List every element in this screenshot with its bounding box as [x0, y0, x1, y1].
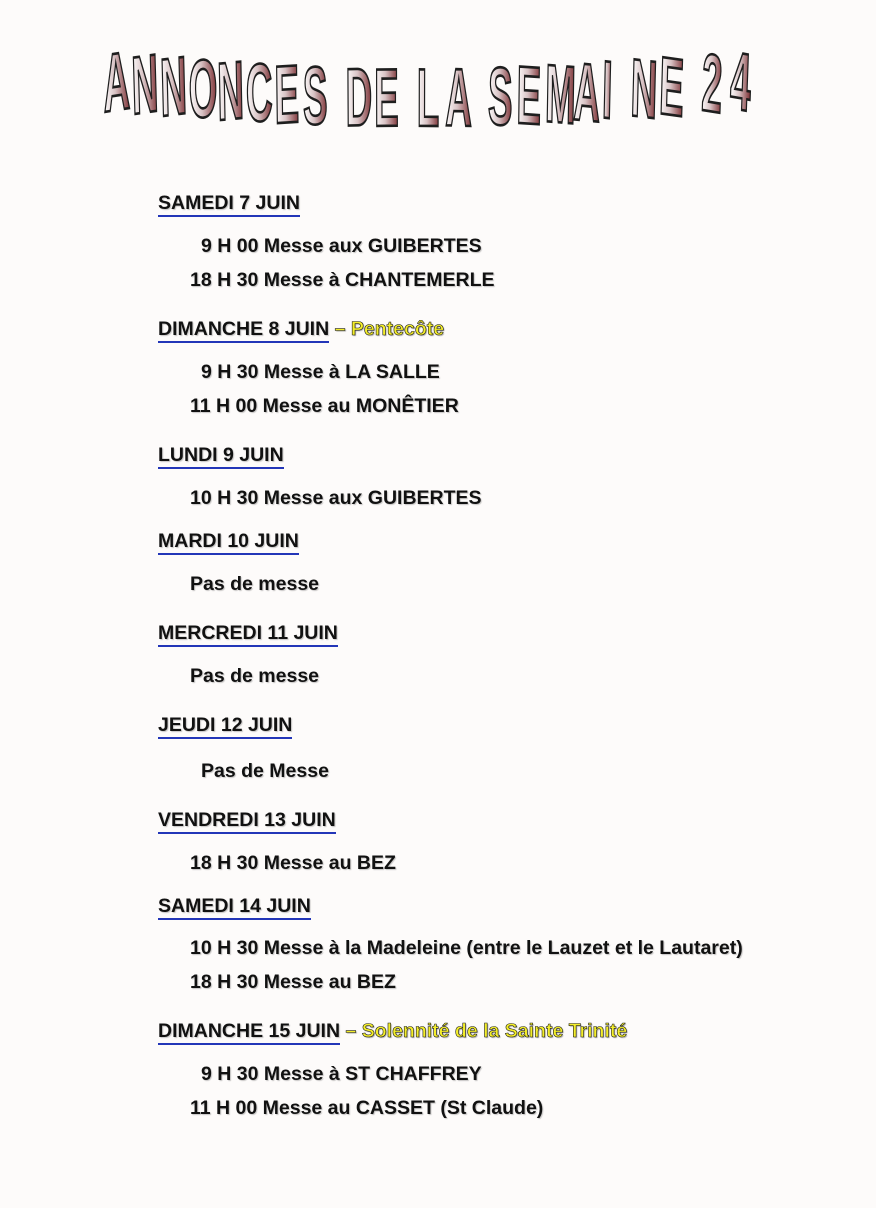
- mass-entry: 10 H 30 Messe aux GUIBERTES: [190, 487, 482, 509]
- mass-entry: 18 H 30 Messe au BEZ: [190, 852, 396, 874]
- day-date: JEUDI 12 JUIN: [158, 715, 292, 739]
- banner-title: [0, 0, 876, 150]
- day-date: LUNDI 9 JUIN: [158, 445, 284, 469]
- mass-entry: 11 H 00 Messe au MONÊTIER: [190, 395, 459, 417]
- banner-letter: O: [187, 41, 219, 137]
- mass-entry: 10 H 30 Messe à la Madeleine (entre le Lauzet et le Lautaret): [190, 937, 743, 959]
- day-header: [158, 622, 338, 647]
- banner-letter: S: [487, 50, 513, 144]
- banner-letter: A: [445, 51, 473, 145]
- day-date: MERCREDI 11 JUIN: [158, 623, 338, 647]
- day-date: MARDI 10 JUIN: [158, 531, 299, 555]
- banner-letter: A: [572, 45, 602, 140]
- banner-letter: I: [601, 43, 614, 137]
- day-date: DIMANCHE 8 JUIN: [158, 319, 329, 343]
- banner-letter: E: [658, 39, 686, 135]
- banner-letter: E: [515, 49, 542, 143]
- banner-letter: N: [130, 37, 160, 133]
- day-date: SAMEDI 14 JUIN: [158, 896, 311, 920]
- banner-letter: E: [273, 48, 300, 142]
- mass-entry: Pas de Messe: [201, 760, 329, 782]
- mass-entry: Pas de messe: [190, 573, 320, 595]
- day-separator: –: [340, 1020, 362, 1042]
- mass-entry: 18 H 30 Messe à CHANTEMERLE: [190, 269, 495, 291]
- day-date: DIMANCHE 15 JUIN: [158, 1021, 340, 1045]
- day-header: [158, 530, 299, 555]
- day-header: [158, 1020, 627, 1045]
- banner-letter: 2: [700, 36, 724, 132]
- mass-entry: Pas de messe: [190, 665, 320, 687]
- day-separator: –: [329, 318, 351, 340]
- mass-entry: 18 H 30 Messe au BEZ: [190, 971, 396, 993]
- banner-letter: M: [544, 47, 577, 142]
- feast-name: Pentecôte: [350, 318, 445, 340]
- feast-name: Solennité de la Sainte Trinité: [361, 1020, 628, 1042]
- day-header: [158, 809, 336, 834]
- day-header: [158, 895, 311, 920]
- day-header: [158, 714, 292, 739]
- banner-letter: C: [245, 46, 274, 140]
- banner-letter: N: [216, 44, 245, 139]
- banner-letter: A: [101, 34, 132, 131]
- banner-letter: D: [345, 51, 373, 144]
- banner-letter: E: [374, 52, 399, 145]
- day-date: VENDREDI 13 JUIN: [158, 810, 336, 834]
- day-header: [158, 192, 300, 217]
- banner-letter: L: [416, 52, 440, 145]
- mass-entry: 11 H 00 Messe au CASSET (St Claude): [190, 1097, 544, 1119]
- day-date: SAMEDI 7 JUIN: [158, 193, 300, 217]
- banner-letter: N: [159, 39, 188, 135]
- banner-letter: N: [629, 41, 659, 137]
- banner-letter: 4: [728, 34, 753, 130]
- day-header: [158, 318, 444, 343]
- day-header: [158, 444, 284, 469]
- mass-entry: 9 H 30 Messe à ST CHAFFREY: [201, 1063, 482, 1085]
- mass-entry: 9 H 00 Messe aux GUIBERTES: [201, 235, 482, 257]
- mass-entry: 9 H 30 Messe à LA SALLE: [201, 361, 440, 383]
- banner-letter: S: [302, 49, 329, 143]
